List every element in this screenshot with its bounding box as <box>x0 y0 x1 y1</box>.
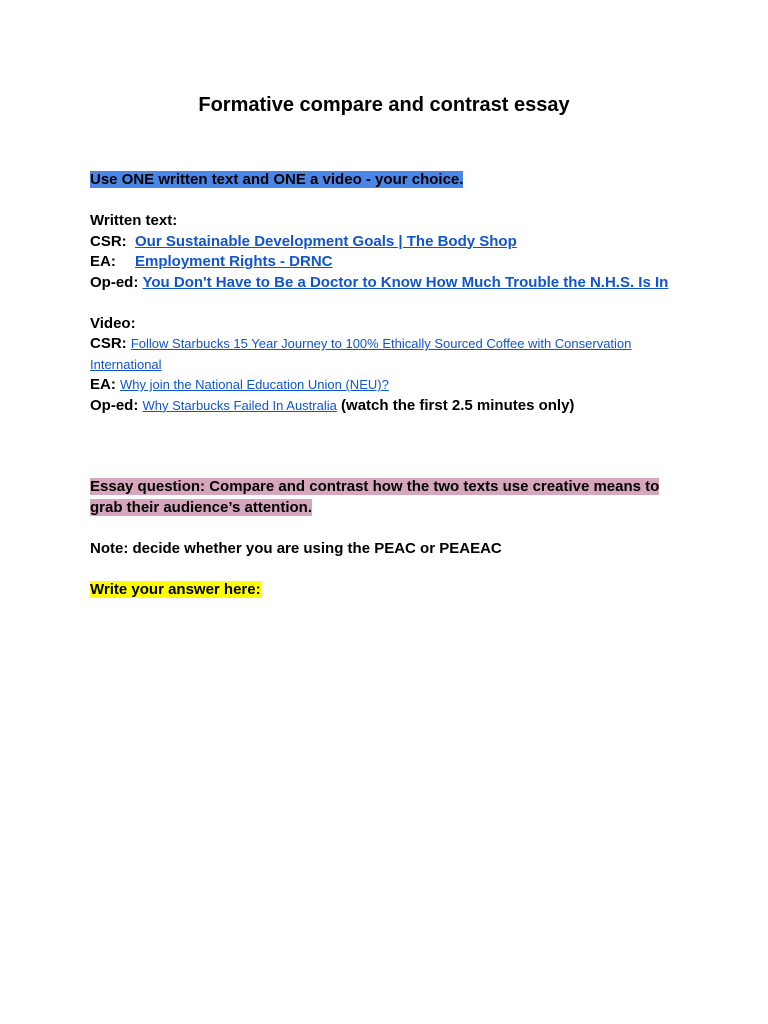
answer-prompt-line <box>90 580 690 601</box>
written-csr-label: CSR: <box>90 232 127 250</box>
written-oped-line <box>90 273 690 294</box>
spacer <box>90 293 690 314</box>
spacer <box>90 518 690 539</box>
essay-question <box>90 477 690 518</box>
video-ea-label: EA: <box>90 376 116 393</box>
written-csr-line <box>90 232 690 253</box>
spacer <box>90 559 690 580</box>
answer-prompt-highlight: Write your answer here: <box>90 580 261 598</box>
spacer <box>90 416 690 477</box>
video-oped-link[interactable]: Why Starbucks Failed In Australia <box>142 397 337 413</box>
written-oped-label: Op-ed: <box>90 273 139 291</box>
video-ea-line <box>90 375 690 396</box>
essay-question-highlight: Essay question: Compare and contrast how the two texts use creative means to grab their audience’s attention. <box>90 478 660 516</box>
written-ea-link[interactable]: Employment Rights - DRNC <box>135 253 333 270</box>
video-ea-link[interactable]: Why join the National Education Union (NEU)? <box>120 377 389 392</box>
written-ea-label: EA: <box>90 253 116 270</box>
spacer <box>90 191 690 212</box>
written-oped-link[interactable]: You Don't Have to Be a Doctor to Know How Much Trouble the N.H.S. Is In <box>142 273 669 291</box>
video-heading: Video: <box>90 314 136 332</box>
video-oped-note: (watch the first 2.5 minutes only) <box>341 396 575 414</box>
written-ea-line <box>90 252 690 273</box>
video-csr-link[interactable]: Follow Starbucks 15 Year Journey to 100% Ethically Sourced Coffee with Conservation International <box>90 336 632 372</box>
note-line: Note: decide whether you are using the PEAC or PEAEAC <box>90 539 502 557</box>
video-csr-label: CSR: <box>90 335 127 352</box>
written-csr-link[interactable]: Our Sustainable Development Goals | The Body Shop <box>135 232 517 250</box>
video-csr-line <box>90 334 690 375</box>
video-oped-line <box>90 396 690 417</box>
document-body <box>90 170 690 600</box>
written-text-heading: Written text: <box>90 212 178 229</box>
instruction-line <box>90 170 690 191</box>
page-title: Formative compare and contrast essay <box>198 94 570 116</box>
video-oped-label: Op-ed: <box>90 396 139 414</box>
instruction-highlight: Use ONE written text and ONE a video - your choice. <box>90 171 464 188</box>
